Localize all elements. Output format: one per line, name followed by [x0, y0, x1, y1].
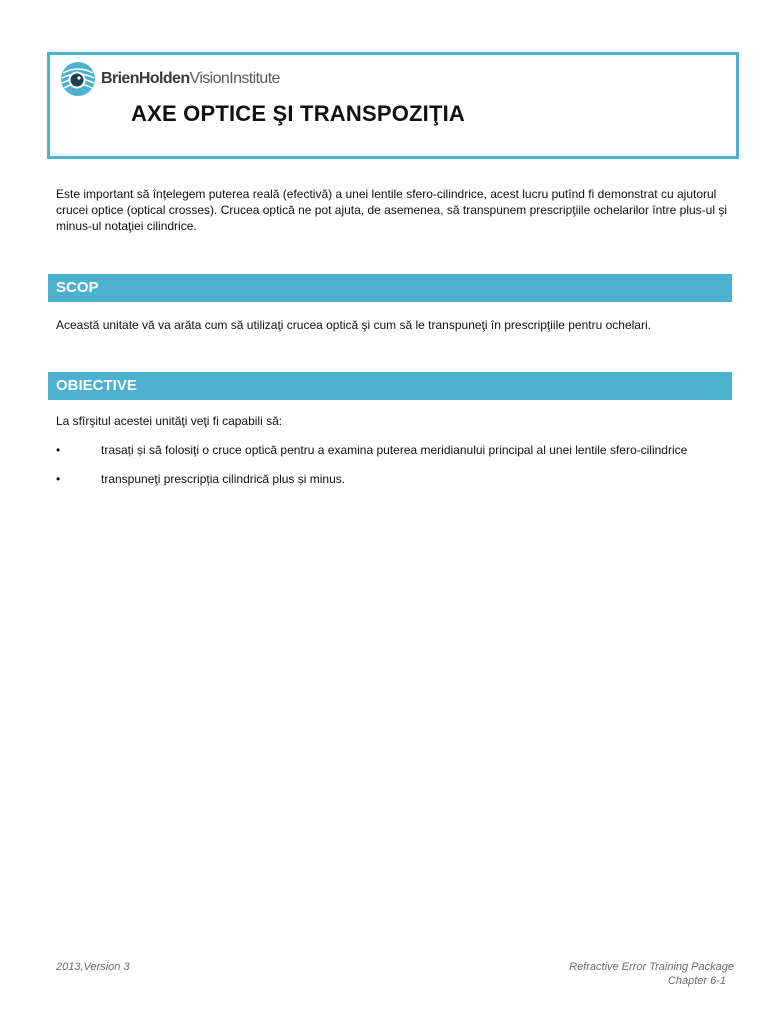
objective-bullet-text: transpuneţi prescripția cilindrică plus și minus.: [101, 472, 346, 486]
page-title: AXE OPTICE ŞI TRANSPOZIŢIA: [131, 101, 466, 126]
header-box: [47, 52, 739, 159]
logo-text-light: VisionInstitute: [189, 70, 280, 87]
logo-text-bold: BrienHolden: [101, 70, 190, 87]
footer-package-title: Refractive Error Training Package: [569, 961, 734, 973]
objective-bullet-text: trasați și să folosiţi o cruce optică pentru a examina puterea meridianului principal al unei lentile sfero-cilindrice: [101, 443, 688, 457]
objective-heading: OBIECTIVE: [48, 372, 732, 400]
brien-holden-logo: [60, 61, 280, 97]
scop-heading: SCOP: [48, 274, 732, 302]
objective-intro: La sfîrşitul acestei unităţi veţi fi capabili să:: [56, 414, 283, 428]
eye-logo-icon: [60, 61, 96, 97]
logo-text: [101, 70, 280, 88]
footer-chapter: Chapter 6-1: [667, 975, 726, 987]
footer-version: 2013,Version 3: [56, 961, 130, 973]
footer-package: [569, 960, 734, 988]
intro-paragraph: Este important să înțelegem puterea reală (efectivă) a unei lentile sfero-cilindrice, acest lucru putînd fi demonstrat cu ajutorul crucei optice (optical crosses). Crucea optică ne pot ajuta, de asemenea, să transpunem prescripţiile ochelarilor între plus-ul şi minus-ul notaţiei cilindrice.: [56, 187, 727, 233]
bullet-dot: •: [56, 472, 61, 486]
bullet-dot: •: [56, 443, 61, 457]
scop-text: Această unitate vă va arăta cum să utilizaţi crucea optică şi cum să le transpuneţi în prescripţiile pentru ochelari.: [56, 318, 651, 332]
